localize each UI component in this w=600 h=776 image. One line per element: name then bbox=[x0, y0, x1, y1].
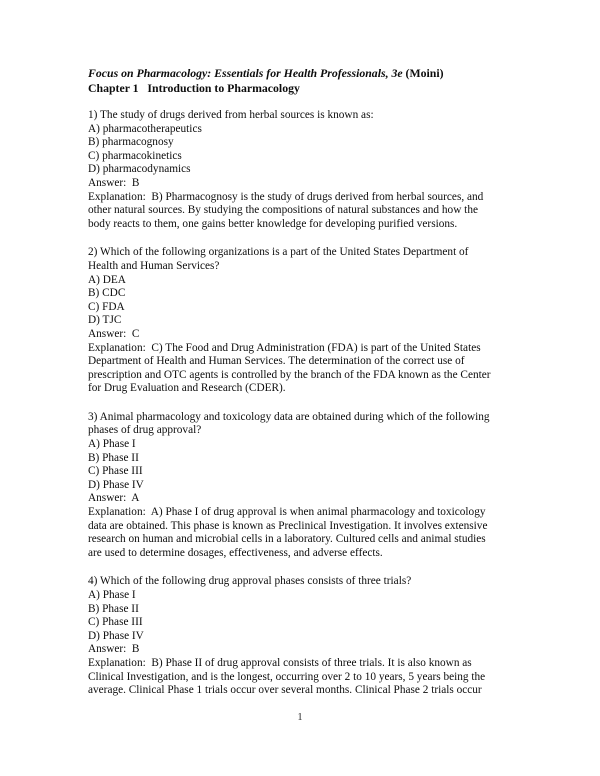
document-header bbox=[88, 66, 512, 95]
choice-d: D) Phase IV bbox=[88, 478, 144, 491]
book-title-line bbox=[88, 66, 512, 81]
page-number: 1 bbox=[297, 712, 303, 723]
choice-d: D) TJC bbox=[88, 314, 122, 327]
choice-b: B) Phase II bbox=[88, 602, 139, 615]
choice-c: C) pharmacokinetics bbox=[88, 149, 182, 162]
choice-b: B) pharmacognosy bbox=[88, 136, 174, 149]
question-text: 1) The study of drugs derived from herbal sources is known as: bbox=[88, 109, 374, 121]
choice-b: B) Phase II bbox=[88, 451, 139, 464]
explanation-line: Explanation: C) The Food and Drug Administration (FDA) is part of the United States bbox=[88, 341, 481, 354]
question-block-4 bbox=[88, 575, 512, 697]
answer-line: Answer: C bbox=[88, 327, 140, 340]
question-text: 4) Which of the following drug approval phases consists of three trials? bbox=[88, 575, 412, 588]
choice-c: C) FDA bbox=[88, 300, 125, 313]
explanation-line: body reacts to them, one gains better knowledge for developing purified versions. bbox=[88, 217, 458, 230]
explanation-line: Explanation: B) Phase II of drug approval consists of three trials. It is also known as bbox=[88, 656, 472, 669]
explanation-line: Department of Health and Human Services. The determination of the correct use of bbox=[88, 355, 465, 368]
book-author: (Moini) bbox=[402, 66, 444, 80]
choice-a: A) pharmacotherapeutics bbox=[88, 122, 202, 135]
explanation-line: data are obtained. This phase is known as Preclinical Investigation. It involves extensive bbox=[88, 519, 488, 532]
question-text: 2) Which of the following organizations is a part of the United States Department of bbox=[88, 246, 469, 259]
choice-d: D) Phase IV bbox=[88, 629, 144, 642]
choice-a: A) DEA bbox=[88, 273, 126, 286]
explanation-line: other natural sources. By studying the compositions of natural substances and how the bbox=[88, 204, 478, 217]
explanation-line: are used to determine dosages, effectiveness, and adverse effects. bbox=[88, 546, 383, 559]
choice-a: A) Phase I bbox=[88, 438, 136, 451]
explanation-line: Clinical Investigation, and is the longest, occurring over 2 to 10 years, 5 years being the bbox=[88, 670, 486, 683]
answer-line: Answer: B bbox=[88, 176, 140, 189]
answer-line: Answer: B bbox=[88, 643, 140, 656]
explanation-line: research on human and microbial cells in a laboratory. Cultured cells and animal studies bbox=[88, 533, 486, 546]
question-block-2 bbox=[88, 246, 512, 396]
choice-c: C) Phase III bbox=[88, 465, 143, 478]
choice-c: C) Phase III bbox=[88, 616, 143, 629]
question-text: Health and Human Services? bbox=[88, 259, 220, 272]
answer-line: Answer: A bbox=[88, 492, 140, 505]
choice-b: B) CDC bbox=[88, 287, 126, 300]
question-block-3 bbox=[88, 411, 512, 561]
explanation-line: average. Clinical Phase 1 trials occur over several months. Clinical Phase 2 trials occur bbox=[88, 684, 482, 697]
question-block-1 bbox=[88, 109, 512, 231]
explanation-line: Explanation: A) Phase I of drug approval is when animal pharmacology and toxicology bbox=[88, 506, 486, 519]
choice-a: A) Phase I bbox=[88, 589, 136, 601]
explanation-line: prescription and OTC agents is controlled by the branch of the FDA known as the Center bbox=[88, 368, 491, 381]
chapter-heading: Chapter 1 Introduction to Pharmacology bbox=[88, 80, 300, 95]
book-title: Focus on Pharmacology: Essentials for Health Professionals, 3e bbox=[88, 66, 403, 80]
explanation-line: Explanation: B) Pharmacognosy is the study of drugs derived from herbal sources, and bbox=[88, 190, 484, 203]
question-text: 3) Animal pharmacology and toxicology data are obtained during which of the following bbox=[88, 410, 490, 423]
question-text: phases of drug approval? bbox=[88, 424, 202, 437]
choice-d: D) pharmacodynamics bbox=[88, 163, 191, 176]
explanation-line: for Drug Evaluation and Research (CDER). bbox=[88, 382, 286, 395]
